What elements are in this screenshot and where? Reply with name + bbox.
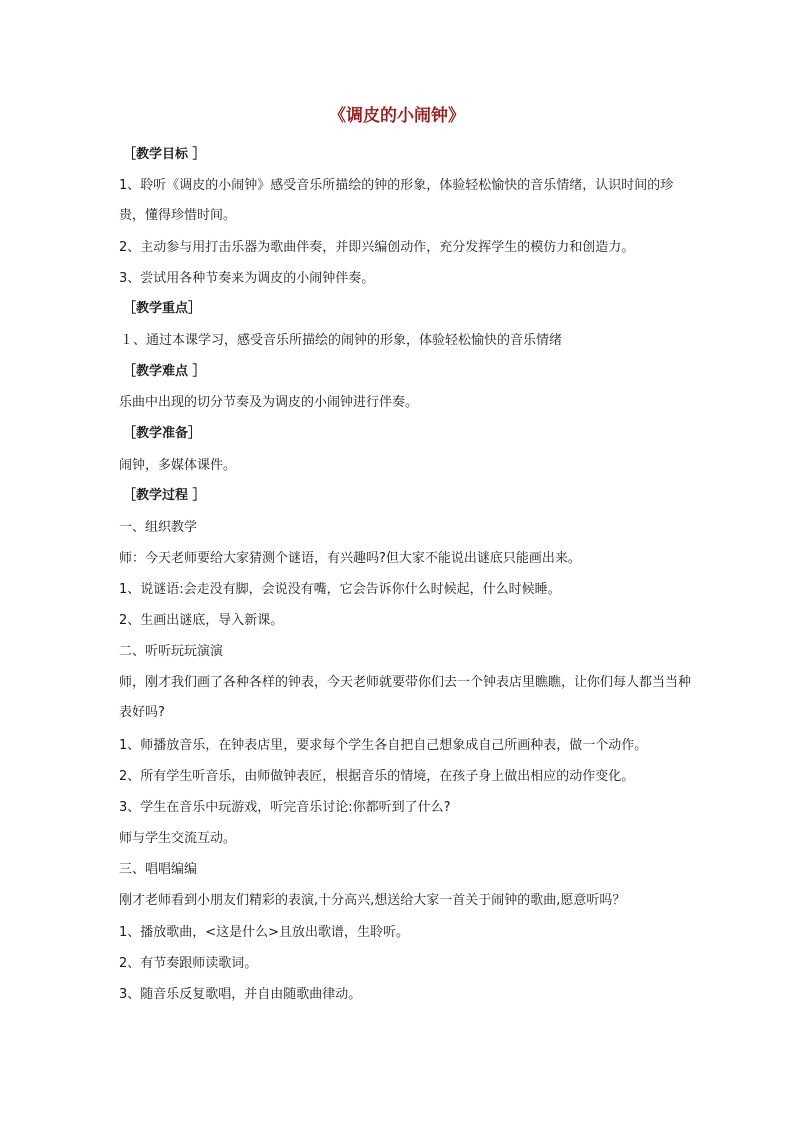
- paragraph-sing-1: 1、播放歌曲，<这是什么>且放出歌谱，生聆听。: [119, 925, 410, 940]
- subheading-organize: 一、组织教学: [119, 520, 198, 535]
- subheading-sing: 三、唱唱编编: [119, 862, 198, 877]
- document-title: 《调皮的小闹钟》: [329, 106, 465, 126]
- paragraph-sing-2: 2、有节奏跟师读歌词。: [119, 956, 258, 971]
- paragraph-difficulty: 乐曲中出现的切分节奏及为调皮的小闹钟进行伴奏。: [119, 395, 419, 410]
- subheading-listen-play: 二、听听玩玩演演: [119, 644, 224, 659]
- paragraph-listen-1: 1、师播放音乐，在钟表店里，要求每个学生各自把自己想象成自己所画种表，做一个动作。: [119, 738, 648, 753]
- section-heading-process: ［教学过程 ］: [123, 488, 206, 503]
- section-heading-difficulties: ［教学难点 ］: [123, 364, 206, 379]
- paragraph-key-point-1: １、通过本课学习，感受音乐所描绘的闹钟的形象，体验轻松愉快的音乐情绪: [120, 333, 563, 348]
- paragraph-riddle-2: 2、生画出谜底，导入新课。: [119, 613, 284, 628]
- paragraph-interaction: 师与学生交流互动。: [119, 831, 237, 846]
- paragraph-sing-3: 3、随音乐反复歌唱，并自由随歌曲律动。: [119, 987, 362, 1002]
- paragraph-listen-2: 2、所有学生听音乐，由师做钟表匠，根据音乐的情境，在孩子身上做出相应的动作变化。: [119, 769, 635, 784]
- paragraph-listen-3: 3、学生在音乐中玩游戏，听完音乐讨论:你都听到了什么?: [119, 800, 451, 815]
- paragraph-clock-shop-intro: 师，刚才我们画了各种各样的钟表，今天老师就要带你们去一个钟表店里瞧瞧，让你们每人都当当种表好吗?: [119, 675, 692, 720]
- paragraph-riddle-1: 1、说谜语:会走没有脚，会说没有嘴，它会告诉你什么时候起，什么时候睡。: [119, 582, 561, 597]
- paragraph-objective-1: 1、聆听《调皮的小闹钟》感受音乐所描绘的钟的形象，体验轻松愉快的音乐情绪，认识时间的珍贵，懂得珍惜时间。: [119, 178, 674, 223]
- paragraph-riddle-intro: 师：今天老师要给大家猜测个谜语，有兴趣吗?但大家不能说出谜底只能画出来。: [119, 551, 581, 566]
- paragraph-objective-2: 2、主动参与用打击乐器为歌曲伴奏，并即兴编创动作，充分发挥学生的模仿力和创造力。: [119, 240, 635, 255]
- section-heading-preparation: ［教学准备］: [123, 426, 202, 441]
- section-heading-objectives: ［教学目标 ］: [123, 147, 206, 162]
- paragraph-preparation: 闹钟，多媒体课件。: [119, 458, 237, 473]
- paragraph-sing-intro: 刚才老师看到小朋友们精彩的表演,十分高兴,想送给大家一首关于闹钟的歌曲,愿意听吗？: [119, 893, 626, 908]
- section-heading-key-points: ［教学重点］: [123, 301, 202, 316]
- paragraph-objective-3: 3、尝试用各种节奏来为调皮的小闹钟伴奏。: [119, 271, 375, 286]
